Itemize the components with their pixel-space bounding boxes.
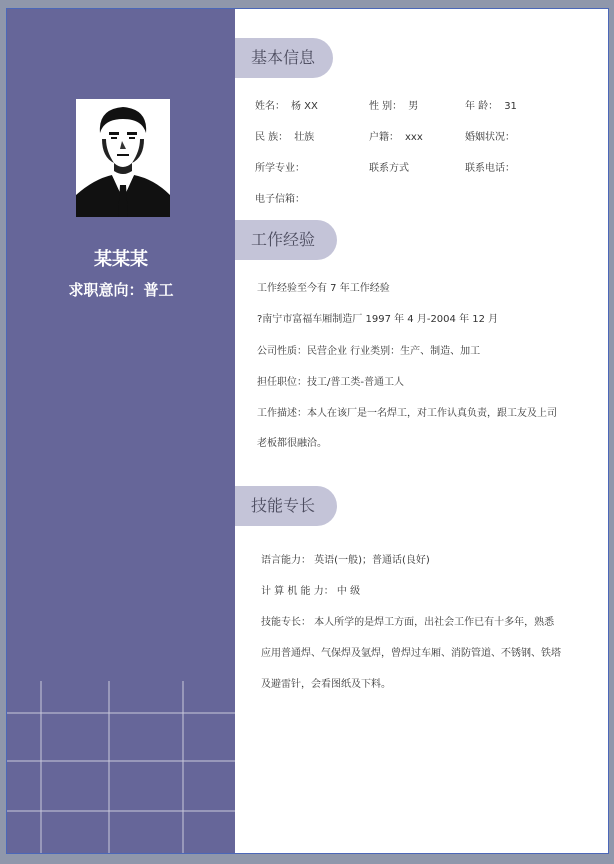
- sidebar: [7, 9, 235, 853]
- info-contact: [369, 159, 409, 174]
- name-label: 姓名：: [255, 101, 285, 112]
- work-line: 公司性质：民营企业 行业类别：生产、制造、加工: [257, 346, 481, 357]
- work-line: ?南宁市富福车厢制造厂 1997 年 4 月-2004 年 12 月: [257, 314, 499, 325]
- candidate-name: 某某某: [94, 249, 148, 270]
- ethnicity-label: 民 族：: [255, 132, 289, 143]
- info-name: [255, 97, 318, 112]
- resume-page: [6, 8, 609, 854]
- ethnicity-value: 壮族: [294, 132, 315, 143]
- info-phone: [465, 159, 515, 174]
- info-gender: [369, 97, 418, 112]
- work-line: 工作经验至今有 7 年工作经验: [257, 283, 390, 294]
- skill-line: 技能专长： 本人所学的是焊工方面，出社会工作已有十多年，熟悉: [261, 617, 555, 628]
- section-header-work: 工作经验: [235, 220, 337, 260]
- marital-label: 婚姻状况：: [465, 132, 515, 143]
- section-header-skills: 技能专长: [235, 486, 337, 526]
- skill-line: 语言能力： 英语(一般)；普通话(良好): [261, 555, 430, 566]
- age-label: 年 龄：: [465, 101, 499, 112]
- major-label: 所学专业：: [255, 163, 305, 174]
- info-age: [465, 97, 517, 112]
- info-email: [255, 190, 305, 205]
- job-intent: 求职意向：普工: [68, 281, 174, 299]
- gender-label: 性 别：: [369, 101, 403, 112]
- decorative-grid: [7, 681, 235, 854]
- skill-line: 及避雷针，会看图纸及下料。: [261, 679, 391, 690]
- phone-label: 联系电话：: [465, 163, 515, 174]
- info-hukou: [369, 128, 423, 143]
- skill-line: 计 算 机 能 力： 中 级: [261, 586, 361, 597]
- email-label: 电子信箱：: [255, 194, 305, 205]
- work-line: 工作描述：本人在该厂是一名焊工，对工作认真负责，跟工友及上司: [257, 408, 557, 419]
- age-value: 31: [504, 101, 517, 112]
- work-line: 老板都很融洽。: [257, 438, 327, 449]
- profile-photo: [76, 99, 170, 217]
- skill-line: 应用普通焊、气保焊及氩焊，曾焊过车厢、消防管道、不锈钢、铁塔: [261, 648, 561, 659]
- info-ethnicity: [255, 128, 314, 143]
- name-value: 杨 XX: [291, 101, 318, 112]
- section-header-basic-info: 基本信息: [235, 38, 333, 78]
- info-major: [255, 159, 305, 174]
- contact-label: 联系方式: [369, 163, 409, 174]
- hukou-label: 户籍：: [369, 132, 399, 143]
- info-marital: [465, 128, 515, 143]
- hukou-value: xxx: [405, 132, 423, 143]
- work-line: 担任职位：技工/普工类-普通工人: [257, 377, 404, 388]
- gender-value: 男: [408, 101, 419, 112]
